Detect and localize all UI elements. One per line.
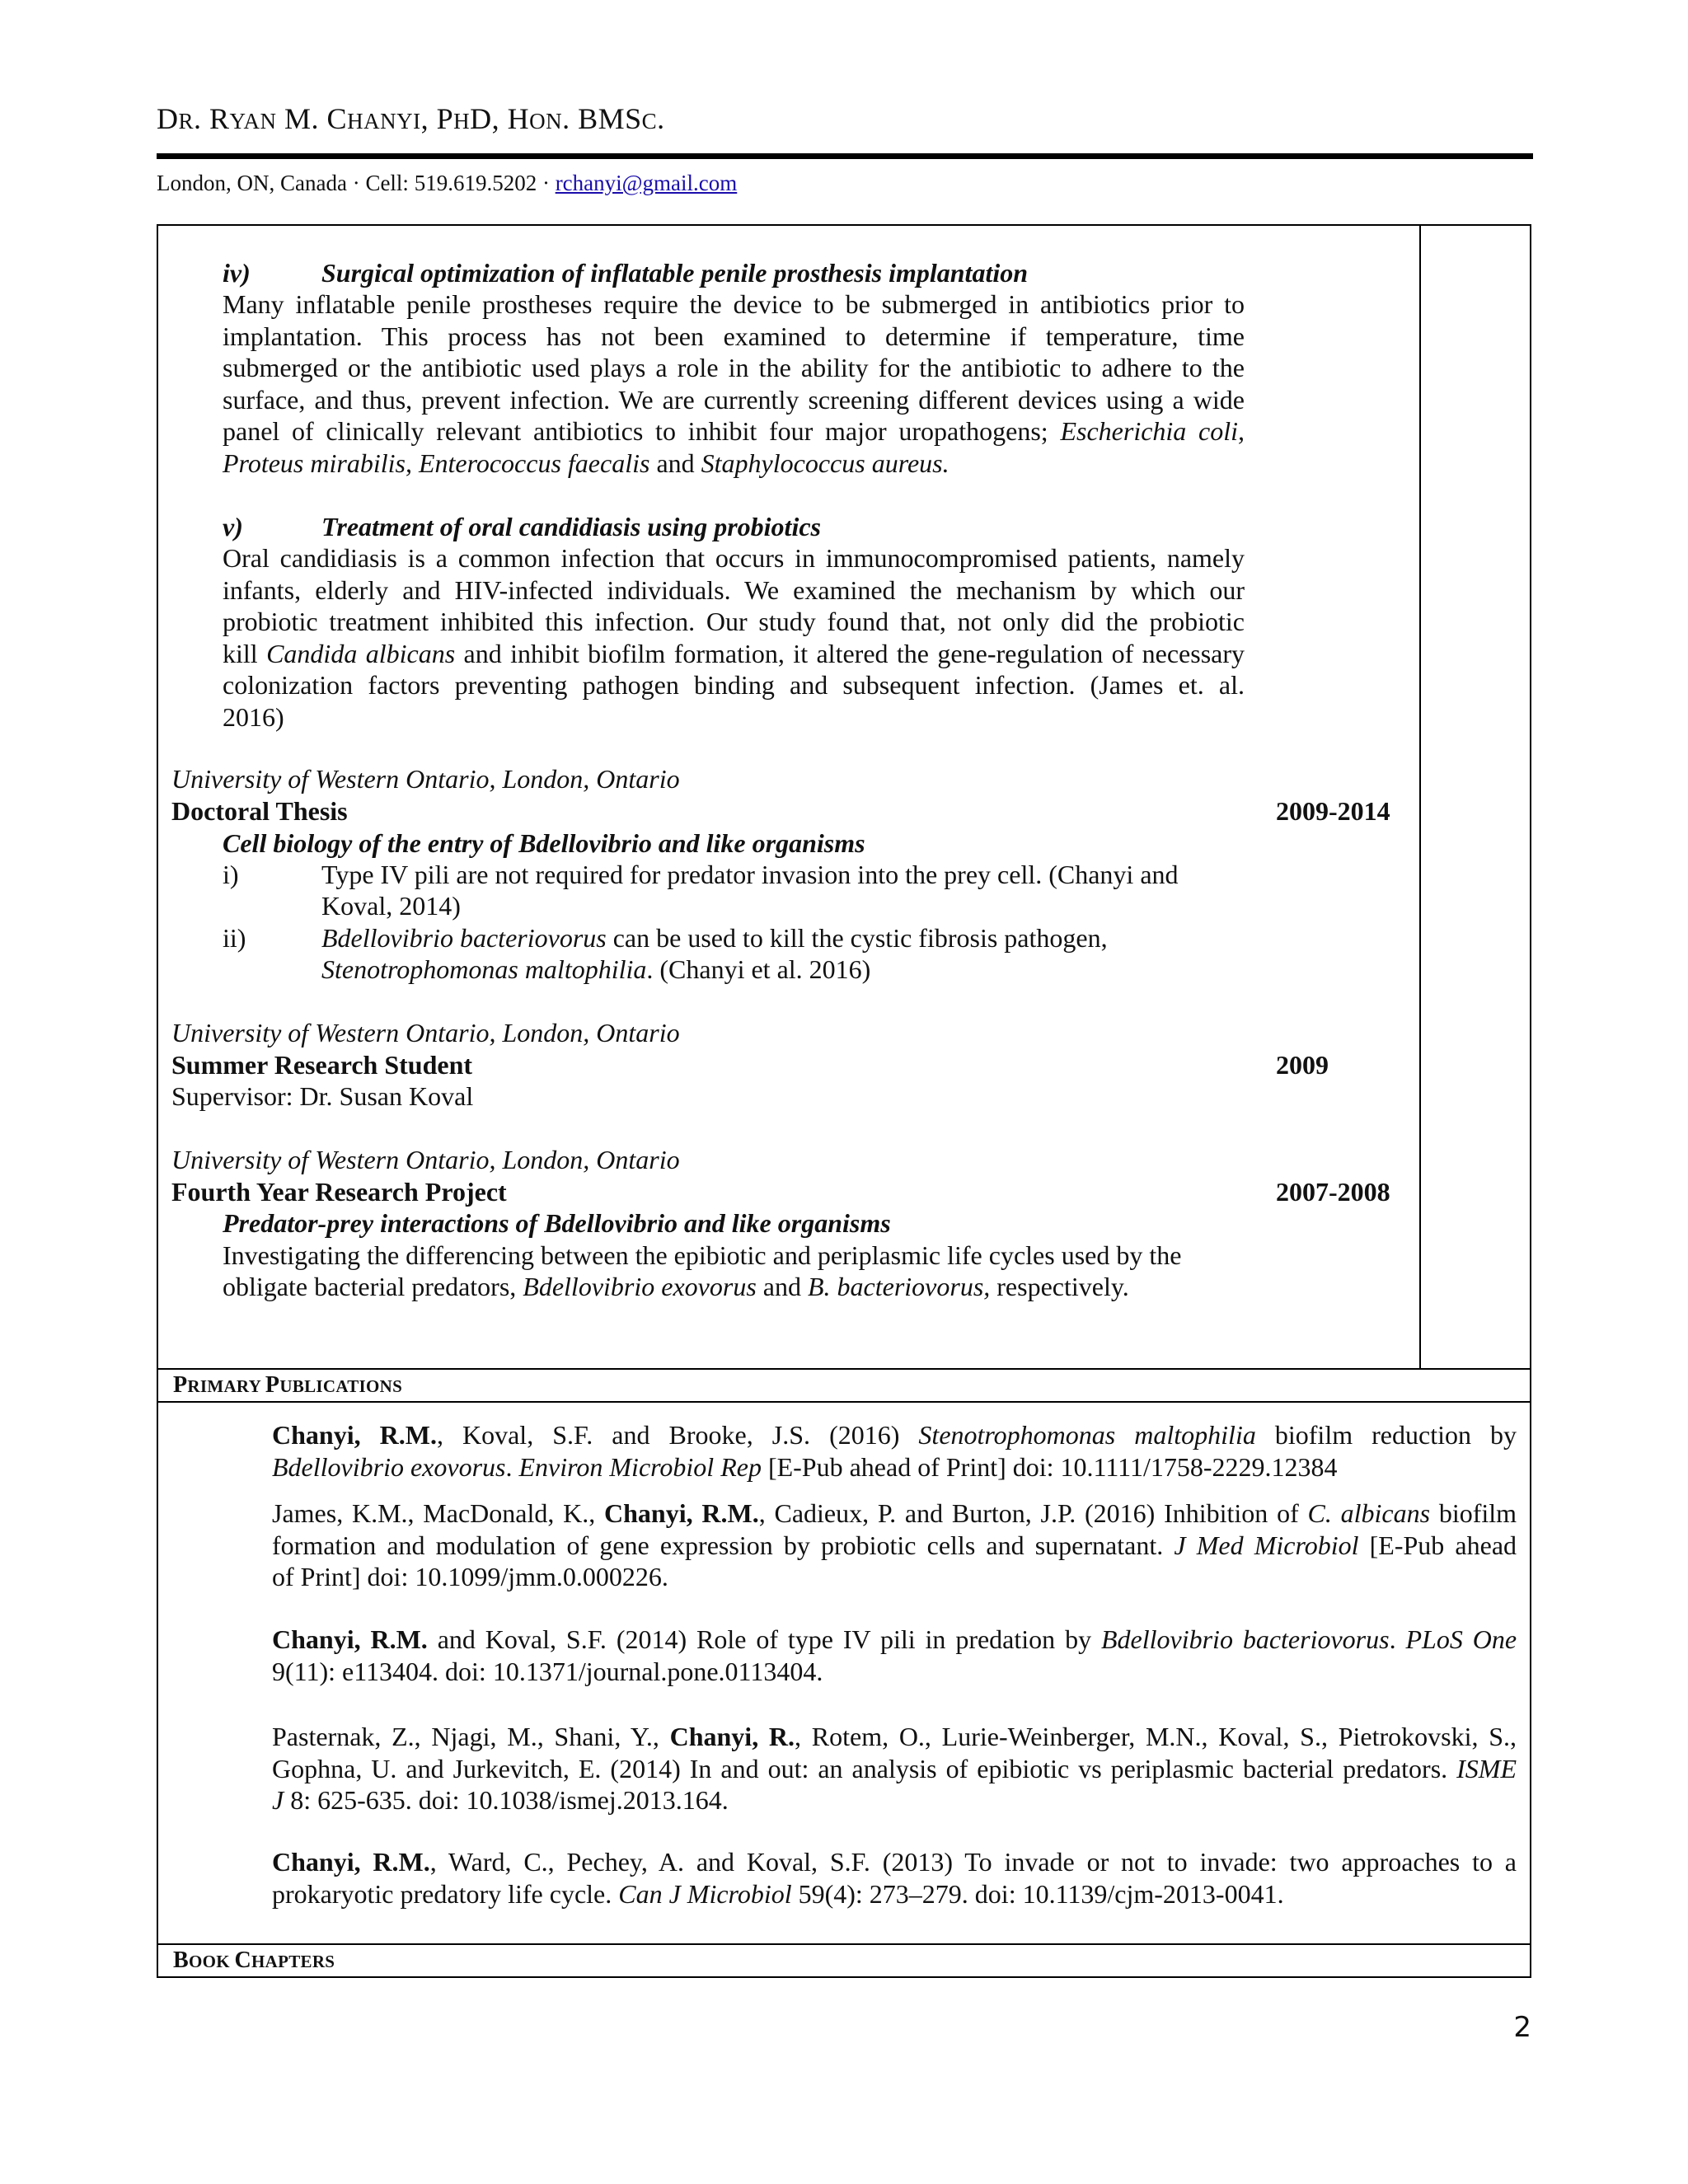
name-part: R <box>178 109 195 134</box>
species-name: Stenotrophomonas maltophilia <box>321 954 647 984</box>
journal-name: Environ Microbiol Rep <box>518 1451 762 1482</box>
date-range: 2007-2008 <box>1276 1177 1390 1207</box>
text-line <box>272 1784 1517 1816</box>
text-line <box>272 1530 1517 1562</box>
role-title: Fourth Year Research Project <box>171 1177 507 1207</box>
text-span: . <box>505 1451 519 1482</box>
supervisor: Supervisor: Dr. Susan Koval <box>171 1081 474 1111</box>
journal-name: J <box>272 1785 284 1815</box>
text-line: 9(11): e113404. doi: 10.1371/journal.pone.0113404. <box>272 1656 823 1686</box>
text-span: biofilm <box>1430 1498 1517 1528</box>
name-part: M. C <box>276 102 348 135</box>
institution: University of Western Ontario, London, Ontario <box>171 1145 680 1174</box>
publication-entry <box>272 1721 1517 1816</box>
text-line <box>272 1497 1517 1530</box>
contact-line <box>157 168 737 198</box>
item-number: ii) <box>223 923 246 953</box>
contact-info: London, ON, Canada · Cell: 519.619.5202 · <box>157 171 556 195</box>
author-highlight: Chanyi, R.M. <box>272 1420 437 1450</box>
section-heading-book-chapters <box>157 1943 1531 1978</box>
heading-part: C <box>234 1947 251 1973</box>
name-part: D, H <box>470 102 530 135</box>
species-name: Staphylococcus aureus. <box>701 448 950 478</box>
text-span: . (Chanyi et al. 2016) <box>646 954 871 984</box>
header-divider <box>157 153 1533 159</box>
role-title: Doctoral Thesis <box>171 796 348 826</box>
author-highlight: Chanyi, R.M. <box>272 1624 428 1654</box>
species-name: Bdellovibrio exovorus <box>523 1272 757 1301</box>
text-span: . <box>1389 1624 1406 1654</box>
text-line: Oral candidiasis is a common infection that occurs in immunocompromised patients, namely <box>223 543 1245 573</box>
date-range: 2009 <box>1276 1050 1329 1080</box>
project-title: Treatment of oral candidiasis using probiotics <box>321 512 821 541</box>
project-subtitle: Predator-prey interactions of Bdellovibrio and like organisms <box>223 1208 891 1238</box>
text-line <box>272 1419 1517 1451</box>
text-line: Many inflatable penile prostheses require the device to be submerged in antibiotics prior to <box>223 289 1245 319</box>
text-span: panel of clinically relevant antibiotics to inhibit four major uropathogens; <box>223 416 1048 446</box>
project-description: Investigating the differencing between the epibiotic and periplasmic life cycles used by the <box>223 1240 1182 1270</box>
text-span: and Koval, S.F. (2014) Role of type IV pili in predation by <box>427 1624 1101 1654</box>
journal-name: Can J Microbiol <box>618 1878 792 1909</box>
text-span: prokaryotic predatory life cycle. <box>272 1878 619 1909</box>
name-part: C <box>641 109 658 134</box>
text-span: and <box>756 1272 808 1301</box>
name-part: . BMS <box>562 102 642 135</box>
text-span: and inhibit biofilm formation, it altered the gene-regulation of necessary <box>455 638 1245 668</box>
thesis-subtitle: Cell biology of the entry of Bdellovibrio and like organisms <box>223 828 865 858</box>
heading-part: OOK <box>188 1952 235 1971</box>
text-span: Gophna, U. and Jurkevitch, E. (2014) In and out: an analysis of epibiotic vs periplasmic bacterial predators. <box>272 1753 1457 1783</box>
text-line <box>223 638 1245 670</box>
section-heading-primary-publications <box>157 1368 1531 1403</box>
name-part: ON <box>529 109 563 134</box>
text-span: biofilm reduction by <box>1255 1420 1517 1450</box>
text-span: , Cadieux, P. and Burton, J.P. (2016) Inhibition of <box>758 1498 1308 1528</box>
publication-entry <box>272 1497 1517 1593</box>
list-item: Type IV pili are not required for predator invasion into the prey cell. (Chanyi and <box>321 860 1179 889</box>
institution: University of Western Ontario, London, Ontario <box>171 1018 680 1047</box>
name-part: , P <box>420 102 454 135</box>
name-part: . <box>657 102 665 135</box>
species-name: Candida albicans <box>266 638 456 668</box>
text-line <box>272 1846 1517 1878</box>
species-name: Bdellovibrio exovorus <box>272 1451 506 1482</box>
text-span: [E-Pub ahead of Print] doi: 10.1111/1758-2229.12384 <box>761 1451 1338 1482</box>
heading-part: RIMARY <box>187 1376 265 1396</box>
text-span: James, K.M., MacDonald, K., <box>272 1498 605 1528</box>
name-part: YAN <box>229 109 277 134</box>
journal-name: PLoS One <box>1405 1624 1517 1654</box>
item-number: iv) <box>223 258 251 288</box>
project-description <box>223 288 1245 479</box>
text-line <box>223 448 1245 480</box>
list-item: Koval, 2014) <box>321 891 461 921</box>
text-span: , Ward, C., Pechey, A. and Koval, S.F. (2013) To invade or not to invade: two approaches to a <box>429 1847 1517 1877</box>
text-line: implantation. This process has not been examined to determine if temperature, time <box>223 321 1245 351</box>
text-span: 8: 625-635. doi: 10.1038/ismej.2013.164. <box>284 1785 729 1815</box>
text-line: colonization factors preventing pathogen binding and subsequent infection. (James et. al. <box>223 670 1245 700</box>
name-part: D <box>157 102 179 135</box>
text-span: respectively. <box>990 1272 1129 1301</box>
species-name: Proteus mirabilis, Enterococcus faecalis <box>223 448 650 478</box>
name-part: H <box>453 109 471 134</box>
publication-entry <box>272 1419 1517 1483</box>
project-title: Surgical optimization of inflatable penile prosthesis implantation <box>321 258 1029 288</box>
author-highlight: Chanyi, R. <box>669 1722 795 1751</box>
list-item <box>321 922 1108 954</box>
item-number: i) <box>223 860 239 889</box>
text-span: 59(4): 273–279. doi: 10.1139/cjm-2013-0041. <box>791 1878 1284 1909</box>
journal-name: J Med Microbiol <box>1174 1530 1359 1560</box>
text-line <box>272 1624 1517 1656</box>
page-title <box>157 99 1533 141</box>
text-line <box>272 1753 1517 1785</box>
project-description <box>223 542 1245 733</box>
heading-part: HAPTERS <box>251 1952 335 1971</box>
text-line: 2016) <box>223 701 284 732</box>
species-name: B. bacteriovorus, <box>807 1272 991 1301</box>
author-highlight: Chanyi, R.M. <box>604 1498 759 1528</box>
text-span: kill <box>223 638 267 668</box>
text-span: [E-Pub ahead <box>1358 1530 1517 1560</box>
cv-header <box>157 99 1533 141</box>
role-title: Summer Research Student <box>171 1050 473 1080</box>
date-range: 2009-2014 <box>1276 796 1390 826</box>
text-span: formation and modulation of gene expression by probiotic cells and supernatant. <box>272 1530 1175 1560</box>
name-part: HANYI <box>347 109 421 134</box>
text-line: submerged or the antibiotic used plays a role in the ability for the antibiotic to adhere to the <box>223 353 1245 382</box>
heading-part: UBLICATIONS <box>279 1376 403 1396</box>
text-line: infants, elderly and HIV-infected individuals. We examined the mechanism by which our <box>223 574 1245 605</box>
institution: University of Western Ontario, London, Ontario <box>171 764 680 794</box>
species-name: Bdellovibrio bacteriovorus <box>1100 1624 1390 1654</box>
text-span: , Koval, S.F. and Brooke, J.S. (2016) <box>436 1420 919 1450</box>
name-part: . R <box>194 102 230 135</box>
text-line <box>272 1878 1517 1910</box>
species-name: C. albicans <box>1307 1498 1431 1528</box>
text-span: Pasternak, Z., Njagi, M., Shani, Y., <box>272 1722 670 1751</box>
text-span: can be used to kill the cystic fibrosis pathogen, <box>606 923 1108 953</box>
text-span: and <box>649 448 701 478</box>
heading-part: B <box>173 1947 189 1973</box>
text-line: probiotic treatment inhibited this infection. Our study found that, not only did the probiotic <box>223 607 1245 636</box>
species-name: Bdellovibrio bacteriovorus <box>321 923 607 953</box>
project-description <box>223 1271 1129 1303</box>
heading-part: P <box>265 1372 280 1398</box>
item-number: v) <box>223 512 243 541</box>
column-divider <box>1419 226 1421 1368</box>
text-line <box>272 1451 1517 1483</box>
text-line: of Print] doi: 10.1099/jmm.0.000226. <box>272 1562 668 1591</box>
heading-part: P <box>173 1372 188 1398</box>
page-number: 2 <box>1513 2011 1531 2044</box>
author-highlight: Chanyi, R.M. <box>272 1847 430 1877</box>
text-span: , Rotem, O., Lurie-Weinberger, M.N., Koval, S., Pietrokovski, S., <box>795 1722 1517 1751</box>
species-name: Stenotrophomonas maltophilia <box>918 1420 1256 1450</box>
journal-name: ISME <box>1456 1753 1517 1783</box>
email-link[interactable]: rchanyi@gmail.com <box>555 171 738 195</box>
species-name: Escherichia coli, <box>1060 416 1245 446</box>
text-line: surface, and thus, prevent infection. We are currently screening different devices using a wide <box>223 384 1245 415</box>
publication-entry <box>272 1624 1517 1687</box>
publication-entry <box>272 1846 1517 1910</box>
text-span: obligate bacterial predators, <box>223 1272 523 1301</box>
text-line <box>272 1721 1517 1753</box>
text-line <box>223 415 1245 448</box>
list-item <box>321 954 870 986</box>
